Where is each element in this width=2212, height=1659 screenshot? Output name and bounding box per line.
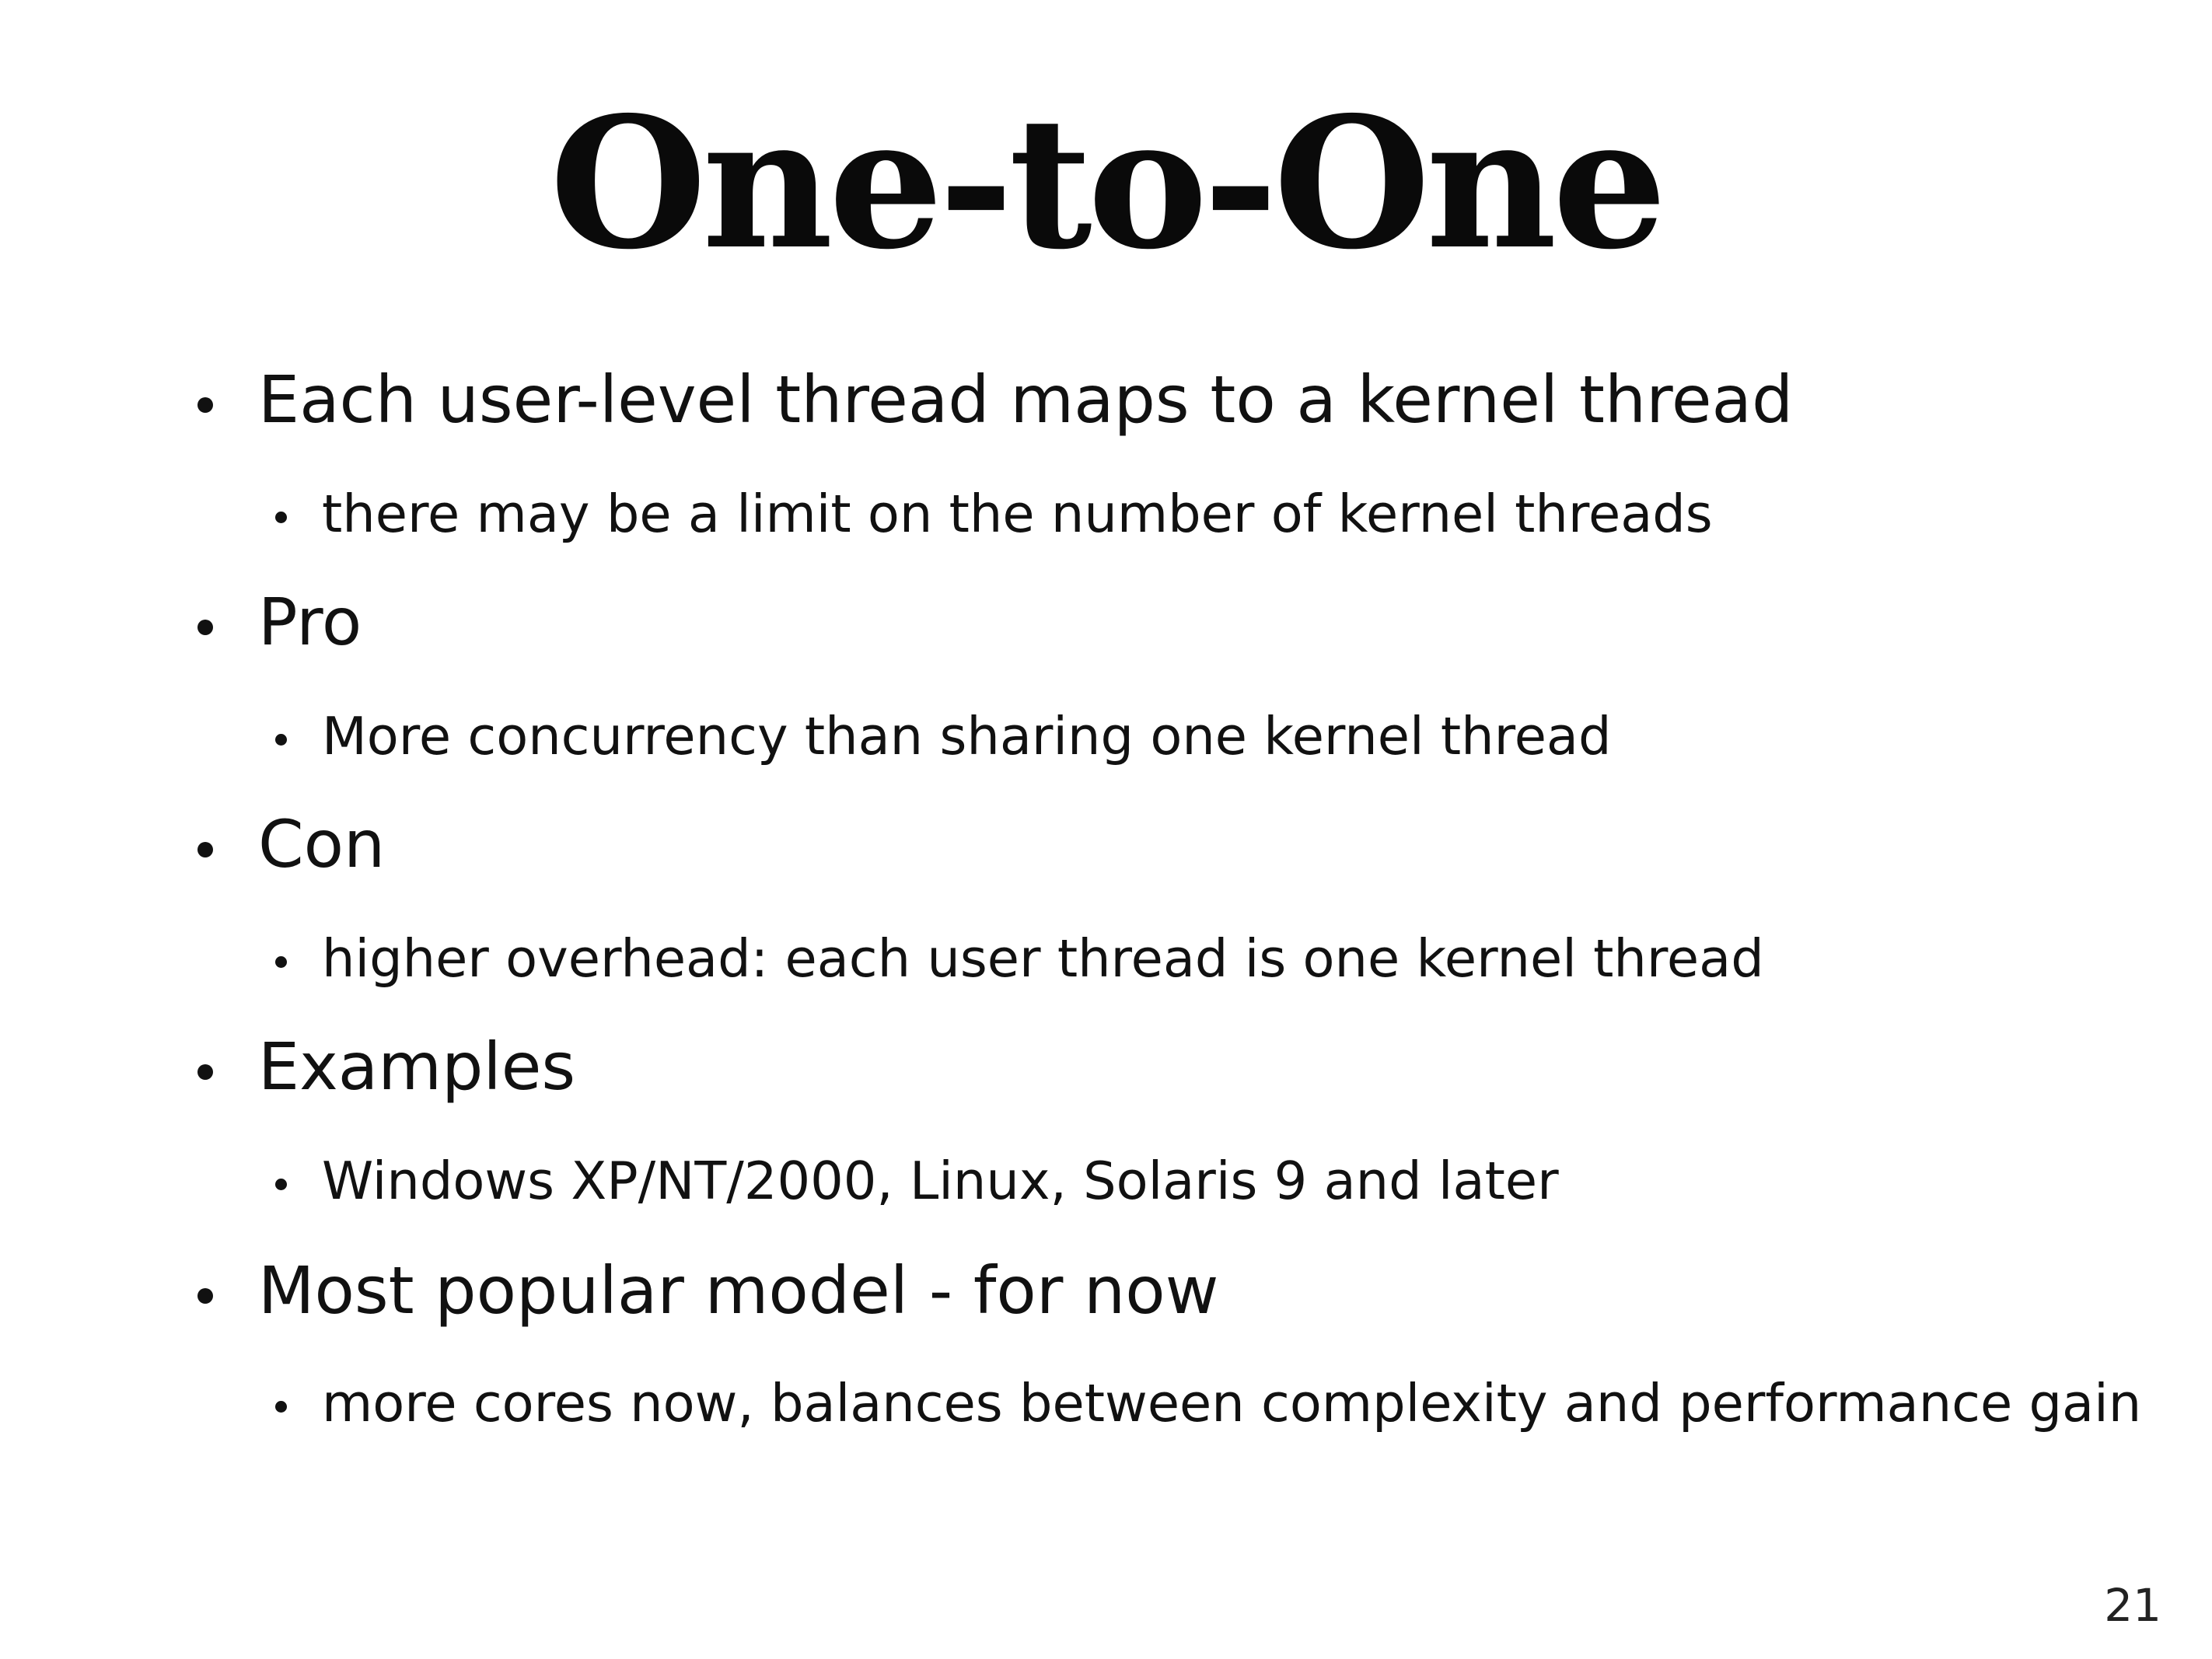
bullet-dot-icon: [197, 1064, 213, 1080]
sub-bullet-text: higher overhead: each user thread is one kernel thread: [322, 928, 1764, 989]
sub-bullet-item: [322, 706, 1612, 767]
bullet-text: Con: [258, 806, 386, 882]
bullet-dot-icon: [197, 620, 213, 635]
sub-bullet-text: there may be a limit on the number of kernel threads: [322, 484, 1713, 544]
bullet-item: [258, 806, 386, 882]
sub-bullet-text: more cores now, balances between complexity and performance gain: [322, 1373, 2142, 1434]
bullet-dot-icon: [197, 842, 213, 857]
bullet-text: Examples: [258, 1029, 576, 1105]
bullet-text: Most popular model - for now: [258, 1252, 1219, 1329]
sub-bullet-text: More concurrency than sharing one kernel thread: [322, 706, 1612, 767]
bullet-item: [258, 1029, 576, 1105]
bullet-item: [258, 584, 362, 660]
sub-bullet-dot-icon: [275, 956, 287, 968]
bullet-item: [258, 1252, 1219, 1329]
sub-bullet-dot-icon: [275, 512, 287, 523]
sub-bullet-item: [322, 928, 1764, 989]
sub-bullet-text: Windows XP/NT/2000, Linux, Solaris 9 and later: [322, 1151, 1559, 1211]
sub-bullet-dot-icon: [275, 1401, 287, 1413]
bullet-dot-icon: [197, 397, 213, 413]
sub-bullet-item: [322, 1151, 1559, 1211]
page-number: 21: [2104, 1579, 2161, 1632]
bullet-text: Each user-level thread maps to a kernel thread: [258, 361, 1794, 438]
bullet-text: Pro: [258, 584, 362, 660]
sub-bullet-dot-icon: [275, 734, 287, 746]
sub-bullet-item: [322, 484, 1713, 544]
bullet-item: [258, 361, 1794, 438]
slide-title: One-to-One: [549, 77, 1663, 289]
bullet-dot-icon: [197, 1288, 213, 1304]
sub-bullet-item: [322, 1373, 2142, 1434]
sub-bullet-dot-icon: [275, 1179, 287, 1190]
